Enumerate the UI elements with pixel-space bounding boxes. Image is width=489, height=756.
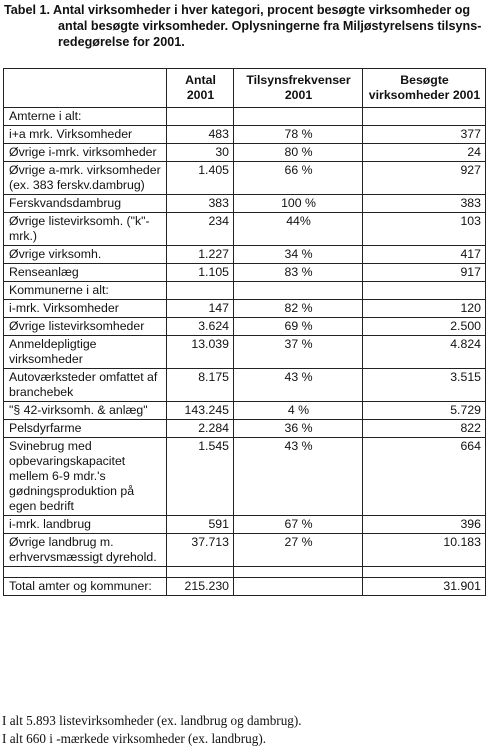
table-row [4,420,486,438]
row-count: 8.175 [167,369,234,402]
table-row [4,162,486,195]
total-label: Total amter og kommuner: [4,578,167,596]
row-visited: 2.500 [363,318,486,336]
row-visited: 10.183 [363,534,486,567]
row-label: Øvrige landbrug m. erhvervsmæssigt dyrehold. [4,534,167,567]
row-visited: 24 [363,144,486,162]
header-count: Antal 2001 [167,69,234,108]
caption-line-3: redegørelse for 2001. [58,35,185,49]
row-label: "§ 42-virksomh. & anlæg" [4,402,167,420]
row-visited: 917 [363,264,486,282]
row-label: i-mrk. Virksomheder [4,300,167,318]
row-frequency: 83 % [234,264,363,282]
row-frequency: 78 % [234,126,363,144]
row-frequency: 4 % [234,402,363,420]
row-visited: 4.824 [363,336,486,369]
total-frequency [234,578,363,596]
table-row [4,300,486,318]
footnote-2: I alt 660 i -mærkede virksomheder (ex. landbrug). [2,731,267,746]
row-count: 37.713 [167,534,234,567]
row-count: 30 [167,144,234,162]
table-row [4,336,486,369]
row-label: Ferskvandsdambrug [4,195,167,213]
row-count: 483 [167,126,234,144]
row-count: 1.545 [167,438,234,516]
table-row [4,213,486,246]
row-visited: 5.729 [363,402,486,420]
row-visited: 377 [363,126,486,144]
table-row [4,534,486,567]
table-row [4,438,486,516]
header-row [4,69,486,108]
row-visited: 822 [363,420,486,438]
row-frequency: 34 % [234,246,363,264]
total-count: 215.230 [167,578,234,596]
caption-line-1: Tabel 1. Antal virksomheder i hver kategori, procent besøgte virksomheder og [4,3,471,17]
row-visited: 120 [363,300,486,318]
row-label: Øvrige listevirksomh. ("k"-mrk.) [4,213,167,246]
table-row [4,126,486,144]
row-label: i-mrk. landbrug [4,516,167,534]
row-count: 3.624 [167,318,234,336]
section-row-kommuner [4,282,486,300]
row-label: Øvrige a-mrk. virksomheder (ex. 383 ferskv.dambrug) [4,162,167,195]
row-frequency: 67 % [234,516,363,534]
row-visited: 383 [363,195,486,213]
table-row [4,369,486,402]
header-frequency: Tilsynsfrekvenser 2001 [234,69,363,108]
table-row [4,246,486,264]
row-frequency: 80 % [234,144,363,162]
table-row [4,402,486,420]
row-label: Øvrige virksomh. [4,246,167,264]
row-count: 1.405 [167,162,234,195]
row-label: Øvrige listevirksomheder [4,318,167,336]
row-count: 383 [167,195,234,213]
row-frequency: 36 % [234,420,363,438]
row-count: 1.105 [167,264,234,282]
table-row [4,195,486,213]
total-row [4,578,486,596]
total-visited: 31.901 [363,578,486,596]
row-frequency: 69 % [234,318,363,336]
section-label: Amterne i alt: [4,108,167,126]
header-category [4,69,167,108]
spacer-row [4,567,486,578]
row-frequency: 37 % [234,336,363,369]
row-label: Svinebrug med opbevaringskapacitet mellem 6-9 mdr.'s gødningsproduktion på egen bedrift [4,438,167,516]
table-row [4,264,486,282]
row-label: Pelsdyrfarme [4,420,167,438]
row-frequency: 43 % [234,438,363,516]
row-visited: 927 [363,162,486,195]
row-count: 234 [167,213,234,246]
section-label: Kommunerne i alt: [4,282,167,300]
row-frequency: 27 % [234,534,363,567]
row-count: 13.039 [167,336,234,369]
row-label: Anmeldepligtige virksomheder [4,336,167,369]
row-visited: 664 [363,438,486,516]
row-visited: 396 [363,516,486,534]
caption-line-2: antal besøgte virksomheder. Oplysningerne fra Miljøstyrelsens tilsyns- [58,19,482,33]
row-frequency: 100 % [234,195,363,213]
row-label: Øvrige i-mrk. virksomheder [4,144,167,162]
row-visited: 417 [363,246,486,264]
row-count: 147 [167,300,234,318]
section-row-amter [4,108,486,126]
row-frequency: 43 % [234,369,363,402]
table-row [4,318,486,336]
row-count: 1.227 [167,246,234,264]
inspection-table [3,68,486,596]
row-label: i+a mrk. Virksomheder [4,126,167,144]
table-row [4,516,486,534]
row-count: 143.245 [167,402,234,420]
header-visited: Besøgte virksomheder 2001 [363,69,486,108]
table-caption [4,2,484,50]
table-row [4,144,486,162]
row-count: 591 [167,516,234,534]
row-frequency: 44% [234,213,363,246]
row-visited: 103 [363,213,486,246]
footnote-1: I alt 5.893 listevirksomheder (ex. landbrug og dambrug). [2,713,302,728]
row-label: Renseanlæg [4,264,167,282]
row-visited: 3.515 [363,369,486,402]
row-count: 2.284 [167,420,234,438]
row-frequency: 82 % [234,300,363,318]
row-frequency: 66 % [234,162,363,195]
row-label: Autoværksteder omfattet af branchebek [4,369,167,402]
